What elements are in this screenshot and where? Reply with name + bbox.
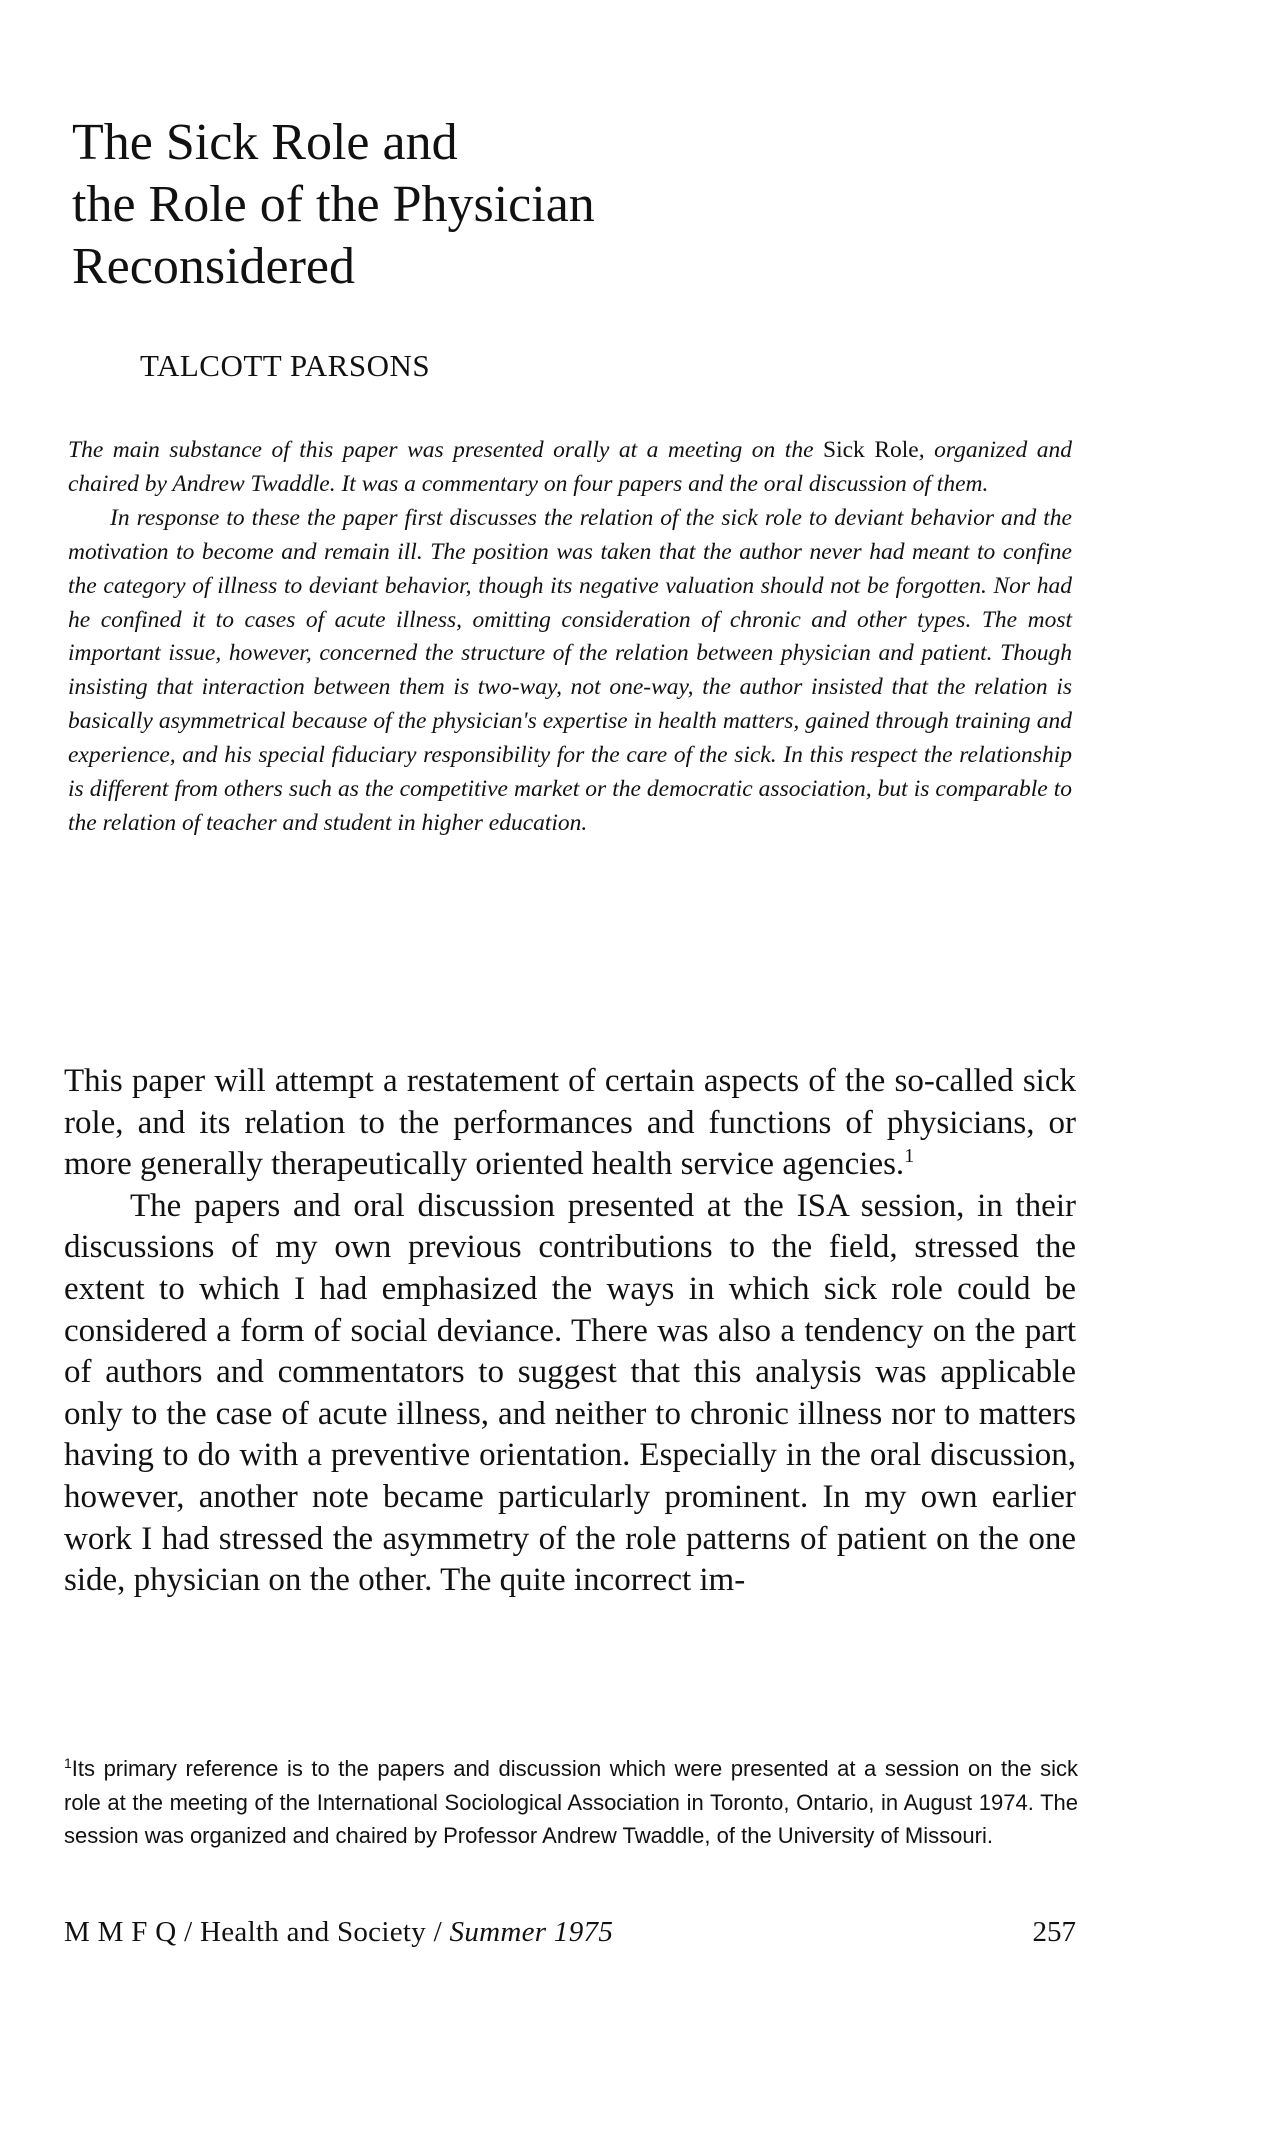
footnote-text: Its primary reference is to the papers and discussion which were presented at a session on the sick role at the meeting of the International Sociological Association in Toronto, Ontario, in August 1974. The session was organized and chaired by Professor Andrew Twaddle, of the University of Missouri. <box>64 1756 1078 1848</box>
footnote <box>64 1752 1078 1853</box>
abstract-p1-part-c: , organized and chaired by Andrew Twaddle. It was a commentary on four papers and the oral discussion of them. <box>68 437 1073 497</box>
journal-issue: Summer 1975 <box>449 1916 614 1948</box>
article-title <box>72 112 872 298</box>
abstract-p1-sick-role: Sick Role <box>823 437 919 463</box>
footer-separator-1: / <box>184 1916 193 1948</box>
page-number: 257 <box>1032 1916 1076 1948</box>
abstract-paragraph-2: In response to these the paper first discusses the relation of the sick role to deviant behavior and the motivation to become and remain ill. The position was taken that the author never had meant to confine the category of illness to deviant behavior, though its negative valuation should not be forgotten. Nor had he confined it to cases of acute illness, omitting consideration of chronic and other types. The most important issue, however, concerned the structure of the relation between physician and patient. Though insisting that interaction between them is two-way, not one-way, the author insisted that the relation is basically asymmetrical because of the physician's expertise in health matters, gained through training and experience, and his special fiduciary responsibility for the care of the sick. In this respect the relationship is different from others such as the competitive market or the democratic association, but is comparable to the relation of teacher and student in higher education. <box>68 504 1072 836</box>
abstract-p1-part-a: The main substance of this paper was presented orally at a meeting on the <box>68 437 814 463</box>
journal-abbrev: M M F Q <box>64 1916 177 1948</box>
title-line-1: The Sick Role and <box>72 114 458 171</box>
body-p1-text: This paper will attempt a restatement of certain aspects of the so-called sick role, and its relation to the performances and functions of physicians, or more generally therapeutically oriented health service agencies. <box>64 1063 1076 1183</box>
abstract <box>68 434 1072 841</box>
body-paragraph-1 <box>64 1061 1076 1186</box>
footnote-reference: 1 <box>904 1145 915 1168</box>
journal-citation <box>64 1914 613 1950</box>
footer-separator-2: / <box>433 1916 442 1948</box>
body-text <box>64 1061 1076 1602</box>
title-line-3: Reconsidered <box>72 238 356 295</box>
author-name: TALCOTT PARSONS <box>140 348 431 383</box>
title-line-2: the Role of the Physician <box>72 176 595 233</box>
abstract-paragraph-1 <box>68 434 1072 502</box>
body-paragraph-2: The papers and oral discussion presented at the ISA session, in their discussions of my own previous contributions to the field, stressed the extent to which I had emphasized the ways in which sick role could be considered a form of social deviance. There was also a tendency on the part of authors and commentators to suggest that this analysis was applicable only to the case of acute illness, and neither to chronic illness nor to matters having to do with a preventive orientation. Especially in the oral discussion, however, another note became particularly prominent. In my own earlier work I had stressed the asymmetry of the role patterns of patient on the one side, physician on the other. The quite incorrect im- <box>64 1187 1076 1599</box>
journal-section: Health and Society <box>199 1916 427 1948</box>
footnote-marker: 1 <box>64 1755 72 1771</box>
